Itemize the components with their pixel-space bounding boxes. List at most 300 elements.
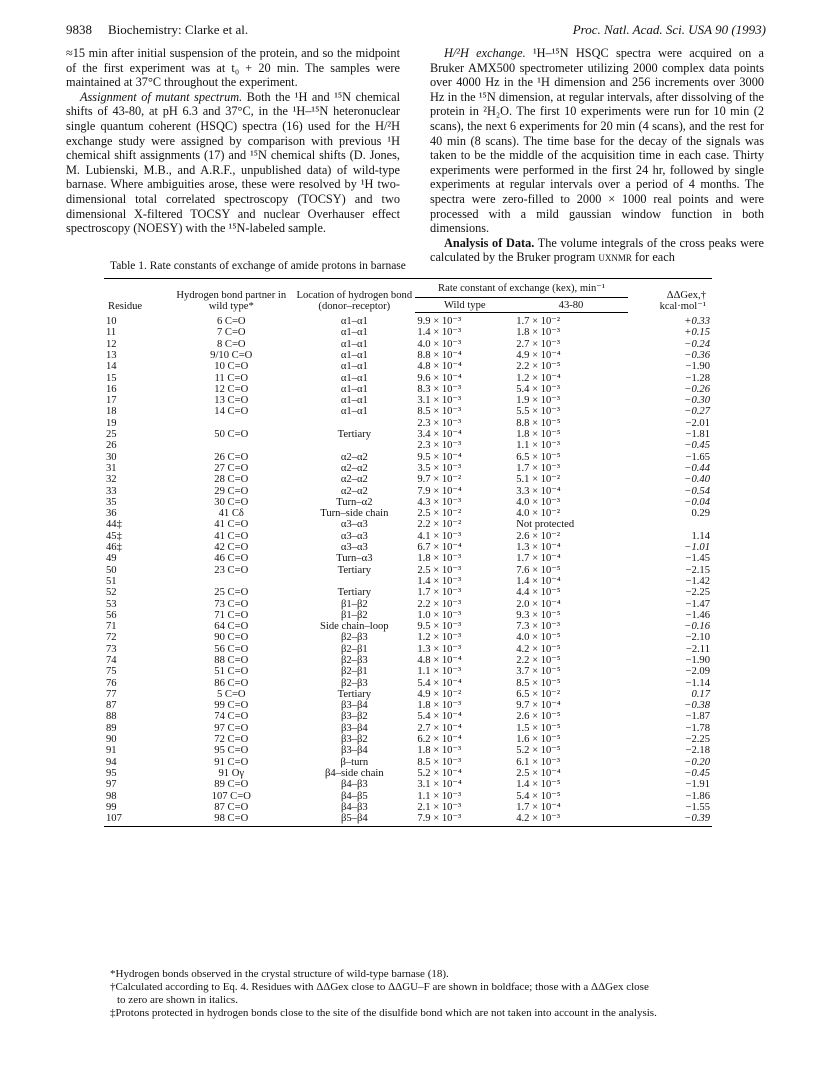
cell-ddg: −1.65: [685, 451, 710, 463]
cell-mutant-rate: 1.6 × 10⁻⁵: [516, 734, 561, 746]
running-header: [66, 22, 766, 38]
cell-ddg: −0.40: [684, 474, 710, 486]
table-row: [104, 452, 712, 463]
cell-mutant-rate: 5.2 × 10⁻⁵: [516, 745, 561, 757]
cell-ddg: −2.25: [685, 587, 710, 599]
cell-hbond-partner: 91 Oγ: [218, 767, 245, 779]
cell-residue: 46‡: [106, 542, 122, 554]
cell-wild-type-rate: 2.1 × 10⁻³: [417, 801, 462, 813]
cell-wild-type-rate: 1.0 × 10⁻³: [417, 609, 462, 621]
cell-wild-type-rate: 5.4 × 10⁻⁴: [417, 677, 462, 689]
cell-ddg: −0.36: [684, 349, 710, 361]
cell-wild-type-rate: 1.3 × 10⁻³: [417, 643, 462, 655]
cell-mutant-rate: 2.6 × 10⁻²: [516, 530, 561, 542]
cell-ddg: −1.90: [685, 655, 710, 666]
cell-hbond-partner: 8 C=O: [216, 338, 246, 350]
cell-ddg: −1.90: [685, 361, 710, 373]
header-location: Location of hydrogen bond (donor–receptor): [293, 279, 415, 313]
table-row: [104, 429, 712, 440]
cell-location: α1–α1: [340, 383, 368, 395]
cell-mutant-rate: 1.8 × 10⁻⁵: [516, 429, 561, 441]
table-title: Rate constants of exchange of amide protons in barnase: [146, 260, 406, 272]
table-row: [104, 373, 712, 384]
cell-mutant-rate: 1.4 × 10⁻⁴: [516, 575, 561, 587]
footnote-disulfide: ‡Protons protected in hydrogen bonds close to the site of the disulfide bond which are not taken into account in the analysis.: [110, 1007, 657, 1019]
table-row: [104, 497, 712, 508]
cell-residue: 15: [106, 372, 117, 384]
cell-hbond-partner: 14 C=O: [214, 406, 249, 418]
cell-wild-type-rate: 7.9 × 10⁻⁴: [417, 485, 462, 497]
cell-hbond-partner: 11 C=O: [214, 372, 249, 384]
table-row: [104, 486, 712, 497]
cell-hbond-partner: [169, 576, 293, 587]
cell-mutant-rate: 2.6 × 10⁻⁵: [516, 711, 561, 723]
cell-residue: 10: [106, 315, 117, 327]
footnote-hbond: *Hydrogen bonds observed in the crystal structure of wild-type barnase (18).: [110, 968, 449, 980]
cell-ddg: −1.78: [685, 722, 710, 734]
table-row: [104, 802, 712, 813]
table-row: [104, 327, 712, 338]
cell-location: α1–α1: [340, 361, 368, 373]
cell-wild-type-rate: 8.5 × 10⁻³: [417, 406, 462, 418]
cell-residue: 31: [106, 462, 117, 474]
cell-wild-type-rate: 2.2 × 10⁻³: [417, 598, 462, 610]
cell-location: β2–β3: [340, 655, 368, 666]
cell-mutant-rate: 1.4 × 10⁻⁵: [516, 779, 561, 791]
table-row: [104, 655, 712, 666]
cell-residue: 95: [106, 767, 117, 779]
cell-location: [293, 440, 415, 451]
cell-wild-type-rate: 8.5 × 10⁻³: [417, 756, 462, 768]
cell-ddg: −0.38: [684, 700, 710, 712]
table-row: [104, 418, 712, 429]
cell-wild-type-rate: 1.8 × 10⁻³: [417, 700, 462, 712]
cell-mutant-rate: 8.8 × 10⁻⁵: [516, 417, 561, 429]
cell-ddg: −0.45: [684, 767, 710, 779]
cell-ddg: −2.10: [685, 632, 710, 644]
cell-ddg: −1.81: [685, 429, 710, 441]
cell-residue: 30: [106, 451, 117, 463]
cell-ddg: −0.45: [684, 440, 710, 452]
cell-residue: 17: [106, 395, 117, 407]
cell-ddg: −1.55: [685, 801, 710, 813]
table-row: [104, 689, 712, 700]
cell-ddg: −1.42: [685, 575, 710, 587]
cell-residue: 72: [106, 632, 117, 644]
cell-residue: 18: [106, 406, 117, 418]
cell-mutant-rate: 1.3 × 10⁻⁴: [516, 542, 561, 554]
cell-wild-type-rate: 1.8 × 10⁻³: [417, 745, 462, 757]
cell-mutant-rate: 2.0 × 10⁻⁴: [516, 598, 561, 610]
cell-ddg: −0.44: [684, 462, 710, 474]
cell-ddg: −0.24: [684, 338, 710, 350]
cell-mutant-rate: 4.4 × 10⁻⁵: [516, 587, 561, 599]
cell-location: β3–β2: [340, 711, 368, 723]
cell-residue: 99: [106, 801, 117, 813]
cell-ddg: −0.16: [684, 621, 710, 633]
paragraph-continuation: ≈15 min after initial suspension of the protein, and so the midpoint of the first experiment was at t₀ + 20 min. The samples were maintained at 37°C throughout the experiment.: [66, 46, 400, 90]
cell-location: α3–α3: [340, 542, 368, 554]
cell-residue: 88: [106, 711, 117, 723]
table-row: [104, 734, 712, 745]
table-row: [104, 542, 712, 553]
cell-ddg: −0.20: [684, 756, 710, 768]
table-row: [104, 350, 712, 361]
table-row: [104, 313, 712, 328]
cell-location: β4–β3: [340, 779, 368, 791]
cell-wild-type-rate: 8.8 × 10⁻⁴: [417, 349, 462, 361]
table-row: [104, 768, 712, 779]
cell-hbond-partner: 42 C=O: [214, 542, 249, 554]
table-footnotes: [110, 968, 720, 1020]
cell-hbond-partner: 86 C=O: [214, 677, 249, 689]
cell-location: β1–β2: [340, 598, 368, 610]
header-ddg: ΔΔGex,† kcal·mol⁻¹: [628, 279, 712, 313]
cell-mutant-rate: 3.7 × 10⁻⁵: [516, 666, 561, 678]
cell-location: [293, 576, 415, 587]
table-body: [104, 313, 712, 827]
cell-wild-type-rate: 2.7 × 10⁻⁴: [417, 722, 462, 734]
cell-ddg: −0.04: [684, 496, 710, 508]
cell-location: Turn–α3: [336, 553, 373, 565]
cell-location: β–turn: [340, 756, 369, 768]
cell-location: α1–α1: [340, 327, 368, 339]
cell-wild-type-rate: 6.2 × 10⁻⁴: [417, 734, 462, 746]
cell-hbond-partner: 91 C=O: [214, 756, 249, 768]
cell-hbond-partner: 95 C=O: [214, 745, 249, 757]
cell-wild-type-rate: 1.8 × 10⁻³: [417, 553, 462, 565]
cell-location: α1–α1: [340, 338, 368, 350]
cell-wild-type-rate: 3.1 × 10⁻⁴: [417, 779, 462, 791]
cell-mutant-rate: 2.2 × 10⁻⁵: [516, 361, 561, 373]
cell-ddg: −1.14: [685, 677, 710, 689]
cell-location: β4–side chain: [325, 767, 384, 779]
cell-mutant-rate: 1.7 × 10⁻²: [516, 316, 561, 328]
table-row: [104, 587, 712, 598]
cell-mutant-rate: 9.3 × 10⁻⁵: [516, 609, 561, 621]
table-row: [104, 745, 712, 756]
cell-wild-type-rate: 1.4 × 10⁻³: [417, 575, 462, 587]
table-row: [104, 463, 712, 474]
cell-mutant-rate: 6.5 × 10⁻²: [516, 688, 561, 700]
cell-location: α1–α1: [340, 315, 368, 327]
table-row: [104, 339, 712, 350]
cell-mutant-rate: 1.7 × 10⁻⁴: [516, 801, 561, 813]
cell-mutant-rate: 7.3 × 10⁻³: [516, 621, 561, 633]
cell-location: α1–α1: [340, 395, 368, 407]
paragraph-exchange: [430, 46, 764, 236]
table-row: [104, 361, 712, 372]
cell-wild-type-rate: 1.1 × 10⁻³: [417, 666, 462, 678]
cell-location: β3–β2: [340, 734, 368, 746]
cell-wild-type-rate: 5.4 × 10⁻⁴: [417, 711, 462, 723]
cell-location: α3–α3: [340, 530, 368, 542]
cell-ddg: +0.33: [684, 315, 710, 327]
paragraph-analysis-body-b: for each: [631, 250, 675, 265]
cell-mutant-rate: 1.7 × 10⁻⁴: [516, 553, 561, 565]
header-rate: Rate constant of exchange (kex), min⁻¹: [415, 279, 627, 295]
cell-hbond-partner: 26 C=O: [214, 451, 249, 463]
cell-hbond-partner: 88 C=O: [214, 655, 249, 666]
cell-ddg: −1.46: [685, 609, 710, 621]
cell-hbond-partner: 25 C=O: [214, 587, 249, 599]
cell-wild-type-rate: 2.5 × 10⁻²: [417, 508, 462, 520]
cell-residue: 107: [104, 813, 169, 827]
table-row: [104, 621, 712, 632]
table-row: [104, 610, 712, 621]
cell-wild-type-rate: 4.1 × 10⁻³: [417, 530, 462, 542]
cell-mutant-rate: 1.5 × 10⁻⁵: [516, 722, 561, 734]
cell-location: [293, 418, 415, 429]
cell-hbond-partner: 41 Cδ: [218, 508, 244, 520]
cell-wild-type-rate: 4.8 × 10⁻⁴: [417, 655, 462, 666]
cell-hbond-partner: 12 C=O: [214, 383, 249, 395]
cell-mutant-rate: 2.5 × 10⁻⁴: [516, 767, 561, 779]
table-row: [104, 508, 712, 519]
cell-residue: 90: [106, 734, 117, 746]
table-row: [104, 757, 712, 768]
cell-mutant-rate: 4.0 × 10⁻²: [516, 508, 561, 520]
cell-hbond-partner: 46 C=O: [214, 553, 249, 565]
cell-residue: 16: [106, 383, 117, 395]
cell-ddg: −1.86: [685, 790, 710, 802]
cell-location: α1–α1: [340, 349, 368, 361]
cell-mutant-rate: 7.6 × 10⁻⁵: [516, 564, 561, 576]
footnote-calc: †Calculated according to Eq. 4. Residues with ΔΔGex close to ΔΔGU–F are shown in boldface; those with a ΔΔGex close: [110, 981, 649, 993]
cell-wild-type-rate: 1.2 × 10⁻³: [417, 632, 462, 644]
cell-residue: 33: [106, 485, 117, 497]
cell-residue: 74: [106, 655, 117, 666]
cell-location: α2–α2: [340, 485, 368, 497]
cell-wild-type-rate: 4.8 × 10⁻⁴: [417, 361, 462, 373]
cell-ddg: −0.54: [684, 485, 710, 497]
cell-mutant-rate: 1.2 × 10⁻⁴: [516, 372, 561, 384]
cell-hbond-partner: 72 C=O: [214, 734, 249, 746]
cell-location: Turn–α2: [336, 496, 373, 508]
cell-mutant-rate: 1.8 × 10⁻³: [516, 327, 561, 339]
cell-wild-type-rate: 1.4 × 10⁻³: [417, 327, 462, 339]
table-row: [104, 395, 712, 406]
cell-ddg: −0.26: [684, 383, 710, 395]
cell-mutant-rate: 6.1 × 10⁻³: [516, 756, 561, 768]
cell-residue: 13: [106, 349, 117, 361]
cell-residue: 50: [106, 564, 117, 576]
table-row: [104, 813, 712, 827]
cell-hbond-partner: 71 C=O: [214, 609, 249, 621]
cell-ddg: −2.11: [685, 643, 710, 655]
cell-residue: 75: [106, 666, 117, 678]
cell-location: β2–β3: [340, 632, 368, 644]
cell-mutant-rate: 4.0 × 10⁻⁵: [516, 632, 561, 644]
cell-ddg: −1.87: [685, 711, 710, 723]
cell-hbond-partner: 29 C=O: [214, 485, 249, 497]
cell-hbond-partner: 73 C=O: [214, 598, 249, 610]
cell-ddg: 0.29: [691, 508, 710, 520]
table-row: [104, 666, 712, 677]
cell-hbond-partner: 56 C=O: [214, 643, 249, 655]
section-heading-analysis: Analysis of Data.: [444, 235, 535, 250]
table-row: [104, 678, 712, 689]
header-mutant: 43-80: [514, 297, 628, 312]
cell-mutant-rate: 1.9 × 10⁻³: [516, 395, 561, 407]
table-row: [104, 384, 712, 395]
cell-hbond-partner: [169, 418, 293, 429]
cell-wild-type-rate: 3.5 × 10⁻³: [417, 462, 462, 474]
section-heading-assignment: Assignment of mutant spectrum.: [80, 89, 243, 104]
cell-ddg: −0.39: [628, 813, 712, 827]
cell-mutant-rate: 2.7 × 10⁻³: [516, 338, 561, 350]
cell-residue: 35: [106, 496, 117, 508]
cell-ddg: −2.01: [685, 417, 710, 429]
cell-ddg: −2.18: [685, 745, 710, 757]
cell-location: Turn–side chain: [320, 508, 389, 520]
journal-citation: Proc. Natl. Acad. Sci. USA 90 (1993): [572, 22, 766, 37]
cell-mutant-rate: 5.4 × 10⁻³: [516, 383, 561, 395]
cell-wild-type-rate: 1.1 × 10⁻³: [417, 790, 462, 802]
cell-ddg: −1.45: [685, 553, 710, 565]
cell-ddg: −0.27: [684, 406, 710, 418]
table-row: [104, 779, 712, 790]
cell-residue: 91: [106, 745, 117, 757]
cell-residue: 98: [106, 790, 117, 802]
cell-hbond-partner: 41 C=O: [214, 530, 249, 542]
cell-residue: 49: [106, 553, 117, 565]
table-row: [104, 576, 712, 587]
cell-residue: 77: [106, 688, 117, 700]
cell-ddg: [628, 519, 712, 530]
cell-residue: 51: [106, 575, 117, 587]
table-row: [104, 553, 712, 564]
cell-location: Tertiary: [337, 564, 371, 576]
cell-residue: 56: [106, 609, 117, 621]
cell-ddg: −2.25: [685, 734, 710, 746]
table-row: [104, 632, 712, 643]
cell-wild-type-rate: 4.0 × 10⁻³: [417, 338, 462, 350]
cell-hbond-partner: 9/10 C=O: [210, 349, 253, 361]
cell-residue: 26: [106, 440, 117, 452]
cell-location: Tertiary: [337, 587, 371, 599]
rate-constants-table: [104, 278, 712, 827]
cell-wild-type-rate: 9.6 × 10⁻⁴: [417, 372, 462, 384]
cell-wild-type-rate: 4.9 × 10⁻²: [417, 688, 462, 700]
page-number: 9838: [66, 22, 92, 37]
cell-mutant-rate: 5.1 × 10⁻²: [516, 474, 561, 486]
cell-residue: 94: [106, 756, 117, 768]
cell-location: β3–β4: [340, 745, 368, 757]
cell-hbond-partner: 28 C=O: [214, 474, 249, 486]
left-column: [66, 46, 400, 236]
cell-location: α3–α3: [340, 519, 368, 531]
cell-mutant-rate: 1.7 × 10⁻³: [516, 462, 561, 474]
cell-residue: 87: [106, 700, 117, 712]
cell-hbond-partner: 41 C=O: [214, 519, 249, 531]
cell-wild-type-rate: 3.4 × 10⁻⁴: [417, 429, 462, 441]
cell-residue: 45‡: [106, 530, 122, 542]
cell-mutant-rate: Not protected: [516, 519, 575, 531]
cell-residue: 44‡: [106, 519, 122, 531]
cell-mutant-rate: 5.5 × 10⁻³: [516, 406, 561, 418]
cell-residue: 12: [106, 338, 117, 350]
cell-location: α2–α2: [340, 474, 368, 486]
cell-mutant-rate: 4.2 × 10⁻⁵: [516, 643, 561, 655]
cell-wild-type-rate: 1.7 × 10⁻³: [417, 587, 462, 599]
cell-wild-type-rate: 2.5 × 10⁻³: [417, 564, 462, 576]
cell-mutant-rate: 2.2 × 10⁻⁵: [516, 655, 561, 666]
cell-wild-type-rate: 3.1 × 10⁻³: [417, 395, 462, 407]
cell-hbond-partner: 23 C=O: [214, 564, 249, 576]
cell-ddg: −0.30: [684, 395, 710, 407]
cell-wild-type-rate: 9.9 × 10⁻³: [417, 316, 462, 328]
cell-ddg: −1.47: [685, 598, 710, 610]
cell-hbond-partner: 97 C=O: [214, 722, 249, 734]
cell-hbond-partner: 6 C=O: [216, 315, 246, 327]
paragraph-exchange-body: ¹H–¹⁵N HSQC spectra were acquired on a Bruker AMX500 spectrometer utilizing 2000 complex data points over 4000 Hz in the ¹H dimension and 256 increments over 3000 Hz in the ¹⁵N dimension, at regular intervals, after dissolving of the protein in ²H₂O. The first 10 experiments were run for 10 min (2 scans), the next 6 experiments for 20 min (4 scans), and the rest for 40 min (8 scans). The time base for the decay of the signals was taken to be the middle of the acquisition time in each case. Thirty experiments were performed in the first 24 hr, followed by single experiments at regular intervals over a period of 4 months. The spectra were zero-filled to 2000 × 1000 real points and were processed with a mild gaussian window function in both dimensions.: [430, 46, 764, 236]
cell-wild-type-rate: 2.3 × 10⁻³: [417, 440, 462, 452]
cell-residue: 32: [106, 474, 117, 486]
cell-hbond-partner: 98 C=O: [169, 813, 293, 827]
cell-location: β4–β3: [340, 801, 368, 813]
paragraph-analysis: [430, 236, 764, 265]
cell-wild-type-rate: 9.5 × 10⁻³: [417, 621, 462, 633]
cell-wild-type-rate: 8.3 × 10⁻³: [417, 383, 462, 395]
cell-wild-type-rate: 2.3 × 10⁻³: [417, 417, 462, 429]
table-caption: [110, 260, 406, 272]
table-label: Table 1.: [110, 260, 147, 272]
paragraph-analysis-body-a: The volume integrals of the cross peaks were calculated by the Bruker program: [430, 235, 764, 265]
footnote-calc-cont: to zero are shown in italics.: [117, 994, 238, 1006]
cell-residue: 19: [106, 417, 117, 429]
cell-mutant-rate: 9.7 × 10⁻⁴: [516, 700, 561, 712]
table-row: [104, 531, 712, 542]
cell-location: Side chain–loop: [320, 621, 389, 633]
table-row: [104, 565, 712, 576]
cell-residue: 76: [106, 677, 117, 689]
cell-ddg: −2.15: [685, 564, 710, 576]
cell-residue: 89: [106, 722, 117, 734]
table-row: [104, 440, 712, 451]
cell-mutant-rate: 4.9 × 10⁻⁴: [516, 349, 561, 361]
cell-residue: 25: [106, 429, 117, 441]
cell-location: β4–β5: [340, 790, 368, 802]
cell-mutant-rate: 5.4 × 10⁻⁵: [516, 790, 561, 802]
cell-residue: 71: [106, 621, 117, 633]
cell-location: β2–β1: [340, 666, 368, 678]
cell-location: α2–α2: [340, 451, 368, 463]
table-row: [104, 700, 712, 711]
cell-wild-type-rate: 9.5 × 10⁻⁴: [417, 451, 462, 463]
cell-wild-type-rate: 4.3 × 10⁻³: [417, 496, 462, 508]
cell-mutant-rate: 4.0 × 10⁻³: [516, 496, 561, 508]
cell-wild-type-rate: 5.2 × 10⁻⁴: [417, 767, 462, 779]
cell-ddg: −1.28: [685, 372, 710, 384]
table-row: [104, 644, 712, 655]
cell-hbond-partner: 99 C=O: [214, 700, 249, 712]
cell-location: β5–β4: [293, 813, 415, 827]
section-heading-exchange: H/²H exchange.: [444, 46, 526, 60]
table-row: [104, 711, 712, 722]
cell-hbond-partner: 107 C=O: [211, 790, 251, 802]
cell-ddg: −1.91: [685, 779, 710, 791]
table-row: [104, 723, 712, 734]
cell-ddg: 1.14: [691, 530, 710, 542]
table-row: [104, 474, 712, 485]
cell-wild-type-rate: 6.7 × 10⁻⁴: [417, 542, 462, 554]
cell-ddg: −1.01: [684, 542, 710, 554]
journal-authors: Biochemistry: Clarke et al.: [108, 22, 249, 37]
cell-ddg: 0.17: [691, 688, 710, 700]
cell-residue: 53: [106, 598, 117, 610]
cell-location: Tertiary: [337, 688, 371, 700]
